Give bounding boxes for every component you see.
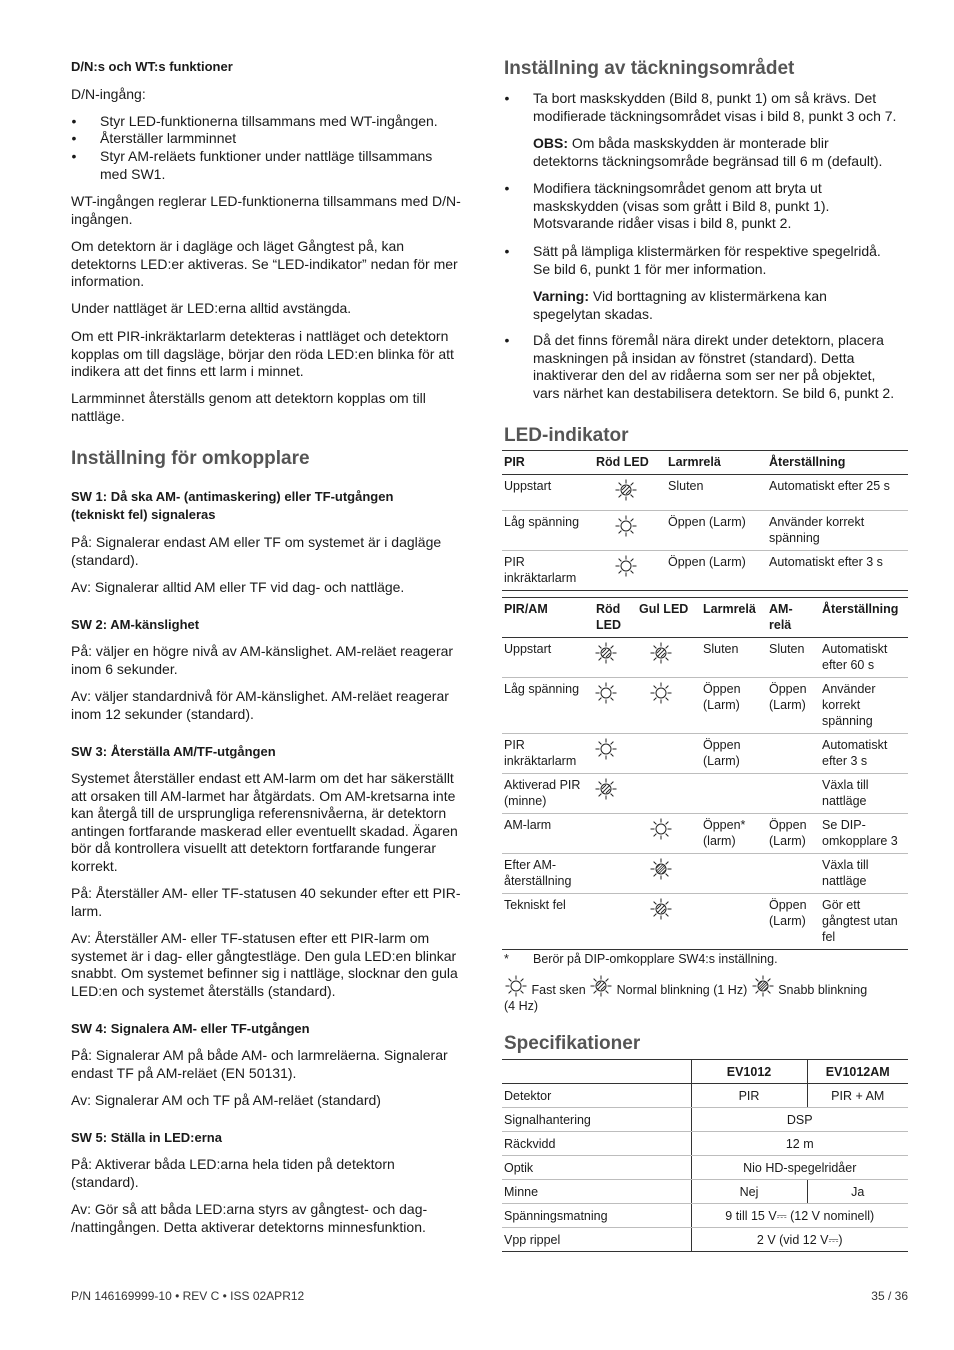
spec-value: Nej bbox=[691, 1180, 807, 1204]
paragraph-night-mode: Under nattläget är LED:erna alltid avstängda. bbox=[71, 300, 352, 316]
table-cell bbox=[767, 734, 820, 774]
normal-blink-icon bbox=[649, 897, 673, 921]
table-cell: Öppen (Larm) bbox=[767, 678, 820, 734]
table-cell bbox=[767, 774, 820, 814]
normal-blink-icon bbox=[594, 777, 618, 801]
sw3-off: Av: Återställer AM- eller TF-statusen efter ett PIR-larm om systemet är i dag- eller gångtestläge. Den gula LED:en blinkar snabbt. Om systemet befinner sig i nattläge, slocknar den gula LED:en och systemet återställs (standard). bbox=[71, 930, 458, 999]
sw3-description: Systemet återställer endast ett AM-larm om det har säkerställt att orsaken till AM-larmet har åtgärdats. Om AM-kretsarna inte kan återgå till de ursprungliga referensnivåerna, är detektorn antingen fortfarande maskerad eller eventuellt skadad. Ägaren bör då kontrollera visuellt att detektorn fortfarande fungerar korrekt. bbox=[71, 770, 458, 874]
table-cell: Öppen (Larm) bbox=[767, 814, 820, 854]
steady-icon bbox=[594, 737, 618, 761]
table-cell: Gör ett gångtest utan fel bbox=[820, 894, 908, 950]
table-cell: Sluten bbox=[767, 638, 820, 678]
table-cell: Tekniskt fel bbox=[502, 894, 594, 950]
table-row bbox=[502, 814, 908, 854]
column-header: Gul LED bbox=[637, 598, 701, 638]
specifications-heading: Specifikationer bbox=[504, 1033, 641, 1054]
table-cell: Använder korrekt spänning bbox=[820, 678, 908, 734]
table-cell: Låg spänning bbox=[502, 678, 594, 734]
list-item: Återställer larmminnet bbox=[100, 130, 237, 146]
bullet: • bbox=[504, 332, 510, 348]
sw3-on: På: Återställer AM- eller TF-statusen 40 sekunder efter ett PIR- larm. bbox=[71, 885, 461, 919]
paragraph-memory: Larmminnet återställs genom att detektorn kopplas om till nattläge. bbox=[71, 390, 426, 424]
table-cell: Öppen (Larm) bbox=[701, 678, 767, 734]
dn-input-label: D/N-ingång: bbox=[71, 86, 146, 102]
column-header: EV1012AM bbox=[807, 1060, 908, 1084]
spec-value: PIR bbox=[691, 1084, 807, 1108]
table-header-row bbox=[502, 1060, 908, 1084]
table-cell: Öppen (Larm) bbox=[666, 511, 767, 551]
column-header: Röd LED bbox=[594, 451, 666, 475]
table-row bbox=[502, 1228, 908, 1252]
table-header-row bbox=[502, 598, 908, 638]
table-cell: Använder korrekt spänning bbox=[767, 511, 908, 551]
table-row bbox=[502, 1204, 908, 1228]
table-cell: Efter AM- återställning bbox=[502, 854, 594, 894]
table-cell bbox=[767, 854, 820, 894]
spec-label: Vpp rippel bbox=[502, 1228, 691, 1252]
table-row bbox=[502, 1108, 908, 1132]
normal-blink-icon bbox=[649, 641, 673, 665]
warning-label: Varning: bbox=[533, 288, 590, 304]
sw2-off: Av: väljer standardnivå för AM-känslighet. AM-reläet reagerar inom 12 sekunder (standard). bbox=[71, 688, 449, 722]
sw5-heading: SW 5: Ställa in LED:erna bbox=[71, 1130, 222, 1145]
steady-icon bbox=[614, 554, 638, 578]
spec-label: Minne bbox=[502, 1180, 691, 1204]
column-header: Återställning bbox=[767, 451, 908, 475]
list-item: Sätt på lämpliga klistermärken för respektive spegelridå. Se bild 6, punkt 1 för mer information. bbox=[533, 243, 881, 277]
table-cell bbox=[594, 511, 666, 551]
sw4-heading: SW 4: Signalera AM- eller TF-utgången bbox=[71, 1021, 310, 1036]
spec-value: 12 m bbox=[691, 1132, 908, 1156]
column-header: PIR/AM bbox=[502, 598, 594, 638]
normal-blink-icon bbox=[614, 478, 638, 502]
sw5-on: På: Aktiverar båda LED:arna hela tiden på detektorn (standard). bbox=[71, 1156, 395, 1190]
table-cell: Växla till nattläge bbox=[820, 854, 908, 894]
table-cell bbox=[637, 774, 701, 814]
spec-value: 2 V (vid 12 V⎓) bbox=[691, 1228, 908, 1252]
coverage-heading: Inställning av täckningsområdet bbox=[504, 58, 795, 79]
warning-text: Vid borttagning av klistermärkena kan spegelytan skadas. bbox=[533, 288, 827, 322]
table-cell bbox=[637, 814, 701, 854]
page-number: 35 / 36 bbox=[871, 1289, 908, 1303]
table-cell bbox=[701, 854, 767, 894]
table-cell bbox=[637, 854, 701, 894]
table-row bbox=[502, 475, 908, 511]
column-header: Röd LED bbox=[594, 598, 637, 638]
spec-label: Optik bbox=[502, 1156, 691, 1180]
paragraph-day-mode: Om detektorn är i dagläge och läget Gångtest på, kan detektorns LED:er aktiveras. Se “LED-indikator” nedan för mer information. bbox=[71, 238, 458, 290]
bullet: • bbox=[504, 180, 510, 196]
spec-table-body bbox=[502, 1084, 908, 1252]
footnote: Berör på DIP-omkopplare SW4:s inställning. bbox=[533, 952, 778, 966]
table-cell: Automatiskt efter 3 s bbox=[767, 551, 908, 591]
list-item: Då det finns föremål nära direkt under detektorn, placera maskningen på insidan av fönstret (standard). Detta inaktiverar den del av ridåerna som ser ner på objektet, vars närhet kan destabilisera detektorn. Se bild 6, punkt 2. bbox=[533, 332, 895, 401]
table-row bbox=[502, 1132, 908, 1156]
legend-fast-rate: (4 Hz) bbox=[504, 999, 539, 1013]
led-indicator-heading: LED-indikator bbox=[504, 425, 629, 446]
sw1-heading: SW 1: Då ska AM- (antimaskering) eller TF-utgången (tekniskt fel) signaleras bbox=[71, 489, 394, 522]
obs-note bbox=[533, 135, 882, 170]
column-header: Återställning bbox=[820, 598, 908, 638]
steady-icon bbox=[649, 817, 673, 841]
table-row bbox=[502, 894, 908, 950]
steady-icon bbox=[649, 681, 673, 705]
column-header-blank bbox=[502, 1060, 691, 1084]
table-cell bbox=[701, 894, 767, 950]
table-cell: Växla till nattläge bbox=[820, 774, 908, 814]
table-row bbox=[502, 734, 908, 774]
paragraph-wt: WT-ingången reglerar LED-funktionerna tillsammans med D/N- ingången. bbox=[71, 193, 461, 227]
table-cell bbox=[594, 774, 637, 814]
bullet: • bbox=[504, 90, 510, 106]
spec-label: Signalhantering bbox=[502, 1108, 691, 1132]
table-row bbox=[502, 1156, 908, 1180]
table-cell bbox=[594, 814, 637, 854]
sw3-heading: SW 3: Återställa AM/TF-utgången bbox=[71, 744, 276, 759]
sw2-on: På: väljer en högre nivå av AM-känslighet. AM-reläet reagerar inom 6 sekunder. bbox=[71, 643, 454, 677]
steady-icon bbox=[614, 514, 638, 538]
table-cell bbox=[701, 774, 767, 814]
table-row bbox=[502, 551, 908, 591]
sw4-off: Av: Signalerar AM och TF på AM-reläet (standard) bbox=[71, 1092, 381, 1108]
table-cell: Öppen (Larm) bbox=[701, 734, 767, 774]
table-cell: PIR inkräktarlarm bbox=[502, 551, 594, 591]
table-cell: Uppstart bbox=[502, 475, 594, 511]
spec-value: PIR + AM bbox=[807, 1084, 908, 1108]
table-cell bbox=[594, 638, 637, 678]
table-cell bbox=[637, 894, 701, 950]
table-row bbox=[502, 511, 908, 551]
table-cell: Öppen (Larm) bbox=[767, 894, 820, 950]
bullet: • bbox=[71, 130, 77, 146]
am-led-table bbox=[502, 597, 908, 950]
table-cell bbox=[594, 678, 637, 734]
sw2-heading: SW 2: AM-känslighet bbox=[71, 617, 200, 632]
dn-wt-heading: D/N:s och WT:s funktioner bbox=[71, 59, 233, 74]
normal-blink-icon bbox=[589, 974, 613, 998]
fast-blink-icon bbox=[751, 974, 775, 998]
sw1-on: På: Signalerar endast AM eller TF om systemet är i dagläge (standard). bbox=[71, 534, 442, 568]
fast-blink-icon bbox=[649, 857, 673, 881]
table-cell: AM-larm bbox=[502, 814, 594, 854]
table-cell bbox=[594, 475, 666, 511]
legend-normal: Normal blinkning (1 Hz) bbox=[616, 983, 748, 997]
sw1-off: Av: Signalerar alltid AM eller TF vid dag- och nattläge. bbox=[71, 579, 405, 595]
spec-label: Detektor bbox=[502, 1084, 691, 1108]
column-header: Larmrelä bbox=[701, 598, 767, 638]
column-header: Larmrelä bbox=[666, 451, 767, 475]
table-cell: Aktiverad PIR (minne) bbox=[502, 774, 594, 814]
table-cell bbox=[594, 734, 637, 774]
legend-steady: Fast sken bbox=[531, 983, 586, 997]
table-cell bbox=[637, 638, 701, 678]
table-row bbox=[502, 1084, 908, 1108]
table-row bbox=[502, 854, 908, 894]
table-cell: Låg spänning bbox=[502, 511, 594, 551]
spec-value: Nio HD-spegelridåer bbox=[691, 1156, 908, 1180]
spec-label: Räckvidd bbox=[502, 1132, 691, 1156]
footnote-star: * bbox=[504, 952, 509, 966]
table-cell: Sluten bbox=[701, 638, 767, 678]
spec-label: Spänningsmatning bbox=[502, 1204, 691, 1228]
column-header: AM- relä bbox=[767, 598, 820, 638]
table-row bbox=[502, 678, 908, 734]
table-cell: Öppen* (larm) bbox=[701, 814, 767, 854]
list-item: Modifiera täckningsområdet genom att bryta ut maskskydden (visas som grått i Bild 8, punkt 1). Motsvarande ridåer visas i bild 8, punkt 2. bbox=[533, 180, 830, 232]
table-cell: Uppstart bbox=[502, 638, 594, 678]
table-cell bbox=[637, 734, 701, 774]
table-row bbox=[502, 1180, 908, 1204]
table-cell bbox=[594, 894, 637, 950]
table-row bbox=[502, 774, 908, 814]
table-cell: Se DIP- omkopplare 3 bbox=[820, 814, 908, 854]
normal-blink-icon bbox=[594, 641, 618, 665]
specifications-table bbox=[502, 1059, 908, 1252]
spec-value: DSP bbox=[691, 1108, 908, 1132]
list-item: Ta bort maskskydden (Bild 8, punkt 1) om så krävs. Det modifierade täckningsområdet visas i bild 8, punkt 3 och 7. bbox=[533, 90, 897, 124]
sw4-on: På: Signalerar AM på både AM- och larmreläerna. Signalerar endast TF på AM-reläet (EN 50131). bbox=[71, 1047, 448, 1081]
steady-icon bbox=[504, 974, 528, 998]
table-cell: PIR inkräktarlarm bbox=[502, 734, 594, 774]
table-cell: Automatiskt efter 3 s bbox=[820, 734, 908, 774]
paragraph-pir-alarm: Om ett PIR-inkräktarlarm detekteras i nattläget och detektorn kopplas om till dagsläge, börjar den röda LED:en blinka för att indikera att det finns ett larm i minnet. bbox=[71, 328, 454, 380]
table-cell: Öppen (Larm) bbox=[666, 551, 767, 591]
column-header: PIR bbox=[502, 451, 594, 475]
list-item: Styr LED-funktionerna tillsammans med WT-ingången. bbox=[100, 113, 438, 129]
list-item: Styr AM-reläets funktioner under nattläge tillsammans med SW1. bbox=[100, 148, 433, 182]
spec-value: Ja bbox=[807, 1180, 908, 1204]
warning-note bbox=[533, 288, 827, 323]
table-cell: Automatiskt efter 60 s bbox=[820, 638, 908, 678]
obs-label: OBS: bbox=[533, 135, 568, 151]
table-row bbox=[502, 638, 908, 678]
sw5-off: Av: Gör så att båda LED:arna styrs av gångtest- och dag- /nattingången. Detta aktiverar detektorns minnesfunktion. bbox=[71, 1201, 428, 1235]
footer-part-number: P/N 146169999-10 • REV C • ISS 02APR12 bbox=[71, 1289, 305, 1303]
bullet: • bbox=[71, 148, 77, 164]
led-legend bbox=[504, 974, 924, 1014]
table-cell bbox=[637, 678, 701, 734]
bullet: • bbox=[71, 113, 77, 129]
legend-fast: Snabb blinkning bbox=[778, 983, 868, 997]
table-header-row bbox=[502, 451, 908, 475]
am-table-body bbox=[502, 638, 908, 950]
obs-text: Om båda maskskydden är monterade blir detektorns täckningsområde begränsad till 6 m (default). bbox=[533, 135, 883, 169]
bullet: • bbox=[504, 243, 510, 259]
spec-value: 9 till 15 V⎓ (12 V nominell) bbox=[691, 1204, 908, 1228]
steady-icon bbox=[594, 681, 618, 705]
table-cell: Automatiskt efter 25 s bbox=[767, 475, 908, 511]
table-cell: Sluten bbox=[666, 475, 767, 511]
switch-settings-heading: Inställning för omkopplare bbox=[71, 448, 310, 469]
table-cell bbox=[594, 854, 637, 894]
table-cell bbox=[594, 551, 666, 591]
pir-led-table bbox=[502, 450, 908, 591]
column-header: EV1012 bbox=[691, 1060, 807, 1084]
